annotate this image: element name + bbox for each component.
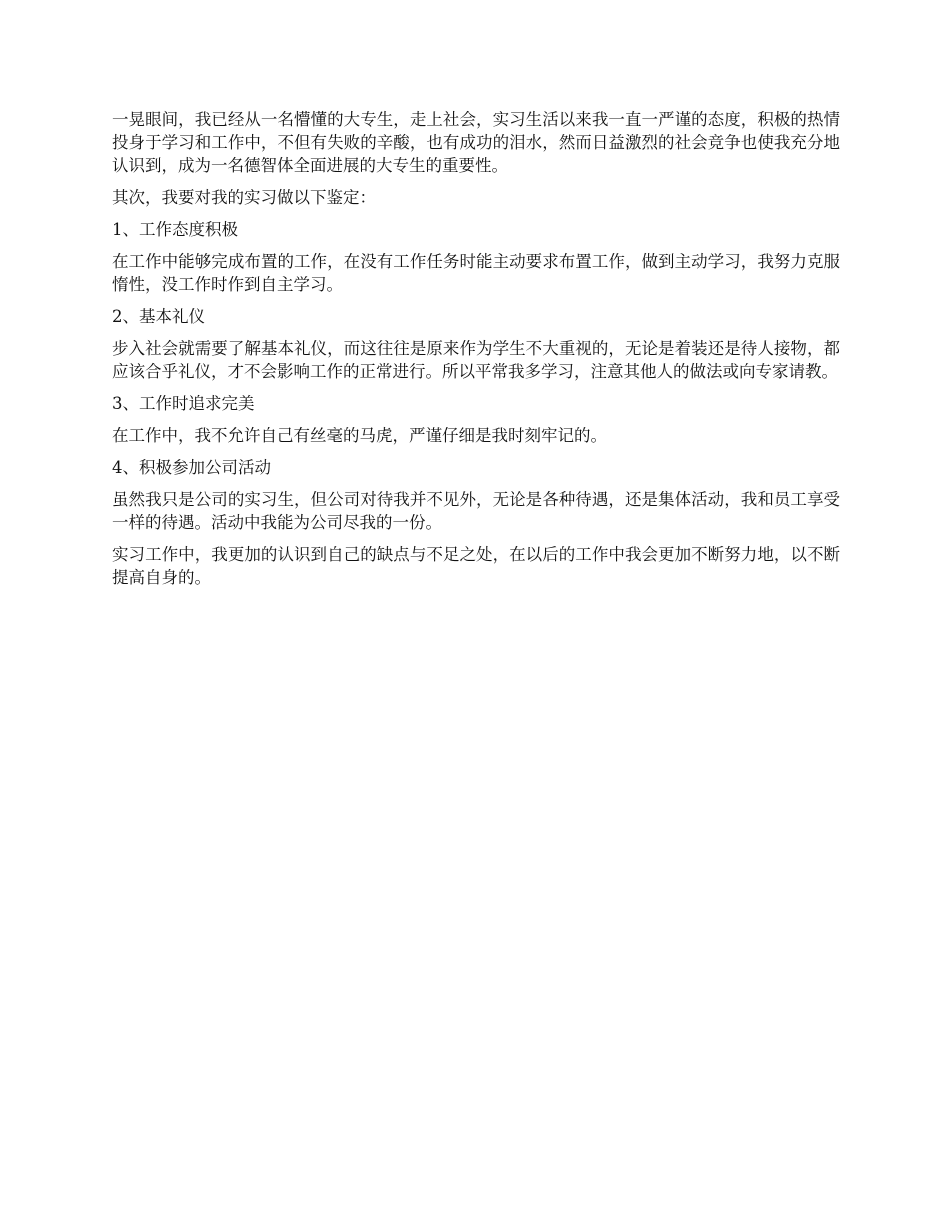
appraisal-intro: 其次，我要对我的实习做以下鉴定：: [112, 188, 376, 207]
section-paragraph-2: 步入社会就需要了解基本礼仪，而这往往是原来作为学生不大重视的，无论是着装还是待人接物，都应该合乎礼仪，才不会影响工作的正常进行。所以平常我多学习，注意其他人的做法或向专家请教。: [112, 339, 840, 381]
section-paragraph-1: 在工作中能够完成布置的工作，在没有工作任务时能主动要求布置工作，做到主动学习，我努力克服惰性，没工作时作到自主学习。: [112, 252, 840, 294]
section-paragraph-4: 虽然我只是公司的实习生，但公司对待我并不见外，无论是各种待遇，还是集体活动，我和员工享受一样的待遇。活动中我能为公司尽我的一份。: [112, 490, 840, 532]
closing-paragraph: 实习工作中，我更加的认识到自己的缺点与不足之处，在以后的工作中我会更加不断努力地，以不断提高自身的。: [112, 545, 840, 587]
document-page: [112, 108, 840, 598]
section-paragraph-3: 在工作中，我不允许自己有丝毫的马虎，严谨仔细是我时刻牢记的。: [112, 426, 607, 445]
section-heading-1: 1、工作态度积极: [112, 220, 238, 239]
intro-paragraph: 一晃眼间，我已经从一名懵懂的大专生，走上社会，实习生活以来我一直一严谨的态度，积极的热情投身于学习和工作中，不但有失败的辛酸，也有成功的泪水，然而日益激烈的社会竞争也使我充分地认识到，成为一名德智体全面进展的大专生的重要性。: [112, 110, 840, 175]
section-heading-3: 3、工作时追求完美: [112, 394, 255, 413]
section-heading-2: 2、基本礼仪: [112, 307, 205, 326]
section-heading-4: 4、积极参加公司活动: [112, 458, 271, 477]
